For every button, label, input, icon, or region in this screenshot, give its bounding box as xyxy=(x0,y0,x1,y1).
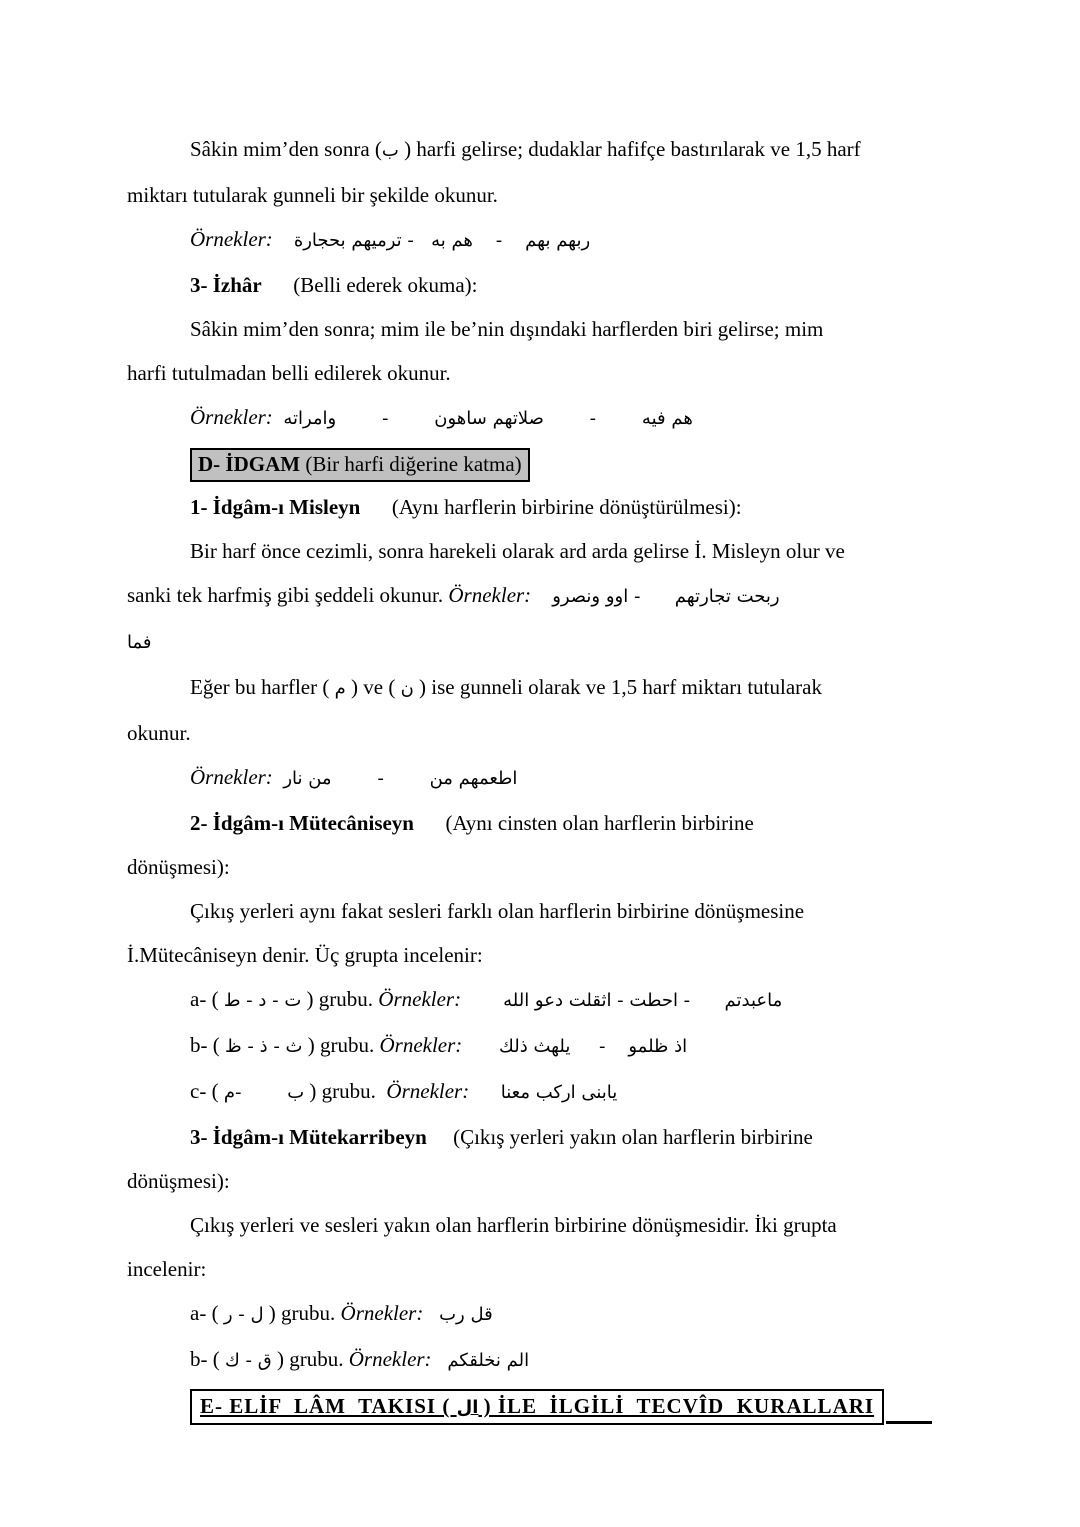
para-mutekarribeyn xyxy=(127,1203,1012,1247)
text-run: c- ( xyxy=(190,1079,224,1103)
examples-line-mim xyxy=(127,217,1012,263)
text-run: dönüşmesi): xyxy=(127,1169,230,1193)
arabic-run: ال xyxy=(456,1397,479,1419)
text-run: ) ve ( xyxy=(345,675,401,699)
para-continuation xyxy=(127,1247,1012,1291)
text-run: Örnekler: xyxy=(386,1079,470,1103)
text-run: a- ( xyxy=(190,987,224,1011)
text-run: Örnekler: xyxy=(190,765,273,789)
arabic-run: ربهم بهم - هم به - ترميهم بحجارة xyxy=(293,230,591,251)
arabic-run: م xyxy=(334,678,346,699)
text-run: ) harfi gelirse; dudaklar hafifçe bastırılarak ve 1,5 harf xyxy=(398,137,861,161)
text-run: (Aynı harflerin birbirine dönüştürülmesi): xyxy=(360,495,742,519)
para-continuation xyxy=(127,351,1012,395)
text-run: ) grubu. xyxy=(302,1033,380,1057)
section-heading-idgam xyxy=(127,441,1012,485)
subheading-mutekarribeyn xyxy=(127,1115,1012,1159)
text-run xyxy=(273,405,284,429)
text-run: a- ( xyxy=(190,1301,224,1325)
text-run: Örnekler: xyxy=(190,227,273,251)
text-run: harfi tutulmadan belli edilerek okunur. xyxy=(127,361,451,385)
text-run: (Çıkış yerleri yakın olan harflerin birbirine xyxy=(426,1125,813,1149)
arabic-run: يابنى اركب معنا xyxy=(500,1082,618,1103)
text-run: D- İDGAM xyxy=(198,452,301,477)
text-run xyxy=(531,583,552,607)
text-run: ) grubu. xyxy=(301,987,379,1011)
subheading-izhar xyxy=(127,263,1012,307)
arabic-run: ت - د - ط xyxy=(223,990,302,1011)
para-mutecaniseyn xyxy=(127,889,1012,933)
text-run: 3- İdgâm-ı Mütekarribeyn xyxy=(190,1125,427,1149)
text-run xyxy=(432,1347,448,1371)
text-run: Örnekler: xyxy=(448,583,532,607)
arabic-run: ربحت تجارتهم - اوو ونصرو xyxy=(552,586,780,607)
subheading-misleyn xyxy=(127,485,1012,529)
text-run: Çıkış yerleri aynı fakat sesleri farklı olan harflerin birbirine dönüşmesine xyxy=(190,899,805,923)
para-continuation xyxy=(127,845,1012,889)
para-izhar xyxy=(127,307,1012,351)
arabic-run: ماعبدتم - احطت - اثقلت دعو الله xyxy=(503,990,783,1011)
list-item-c-bm xyxy=(127,1069,1012,1115)
text-run: Sâkin mim’den sonra; mim ile be’nin dışındaki harflerden biri gelirse; mim xyxy=(190,317,824,341)
para-continuation-examples xyxy=(127,573,1012,619)
para-gunne xyxy=(127,665,1012,711)
text-run: (Aynı cinsten olan harflerin birbirine xyxy=(414,811,754,835)
text-run: incelenir: xyxy=(127,1257,207,1281)
text-run: 3- İzhâr xyxy=(190,273,262,297)
text-run: Örnekler: xyxy=(340,1301,424,1325)
text-run: okunur. xyxy=(127,721,191,745)
arabic-run: اطعمهم من - من نار xyxy=(283,768,518,789)
text-run: Sâkin mim’den sonra ( xyxy=(190,137,382,161)
arabic-run: فما xyxy=(127,632,152,653)
text-run xyxy=(423,1301,439,1325)
arabic-run: الم نخلقكم xyxy=(447,1350,530,1371)
text-run: Örnekler: xyxy=(348,1347,432,1371)
section-heading-elif-lam xyxy=(127,1383,1012,1427)
arabic-run: ث - ذ - ظ xyxy=(225,1036,303,1057)
text-run xyxy=(461,987,503,1011)
text-run xyxy=(273,227,294,251)
arabic-run: هم فيه - صلاتهم ساهون - وامراته xyxy=(283,408,693,429)
text-run: ) ise gunneli olarak ve 1,5 harf miktarı tutularak xyxy=(413,675,822,699)
text-run xyxy=(469,1079,501,1103)
text-run: miktarı tutularak gunneli bir şekilde okunur. xyxy=(127,183,498,207)
list-item-b-kk xyxy=(127,1337,1012,1383)
document-body xyxy=(127,127,1012,1427)
text-run: ) grubu. xyxy=(271,1347,349,1371)
arabic-run: ب xyxy=(381,140,399,161)
text-run: İ.Mütecâniseyn denir. Üç grupta incelenir: xyxy=(127,943,483,967)
para-continuation xyxy=(127,711,1012,755)
para-continuation xyxy=(127,933,1012,977)
heading-box-gray xyxy=(190,448,530,482)
arabic-continuation xyxy=(127,619,1012,665)
text-run: (Bir harfi diğerine katma) xyxy=(300,452,522,477)
text-run: sanki tek harfmiş gibi şeddeli okunur. xyxy=(127,583,449,607)
text-run: Çıkış yerleri ve sesleri yakın olan harflerin birbirine dönüşmesidir. İki grupta xyxy=(190,1213,837,1237)
text-run: Eğer bu harfler ( xyxy=(190,675,335,699)
text-run: ) grubu. xyxy=(304,1079,387,1103)
text-run: 1- İdgâm-ı Misleyn xyxy=(190,495,361,519)
heading-box-outline xyxy=(190,1389,884,1425)
para-continuation xyxy=(127,1159,1012,1203)
text-run: Örnekler: xyxy=(190,405,273,429)
text-run: E- ELİF LÂM TAKISI ( xyxy=(200,1394,457,1419)
text-run: ) İLE İLGİLİ TECVÎD KURALLARI xyxy=(478,1394,875,1419)
arabic-run: ل - ر xyxy=(223,1304,264,1325)
text-run: b- ( xyxy=(190,1033,225,1057)
arabic-run: ب -م xyxy=(223,1082,305,1103)
para-misleyn xyxy=(127,529,1012,573)
text-run xyxy=(462,1033,499,1057)
examples-line-izhar xyxy=(127,395,1012,441)
underline-tail xyxy=(886,1421,932,1424)
text-run: ) grubu. xyxy=(263,1301,341,1325)
arabic-run: اذ ظلمو - يلهث ذلك xyxy=(499,1036,688,1057)
para-mim-idgam-intro xyxy=(127,127,1012,173)
text-run: Örnekler: xyxy=(378,987,462,1011)
arabic-run: ق - ك xyxy=(225,1350,272,1371)
text-run: Örnekler: xyxy=(379,1033,463,1057)
para-continuation xyxy=(127,173,1012,217)
subheading-mutecaniseyn xyxy=(127,801,1012,845)
text-run: (Belli ederek okuma): xyxy=(261,273,478,297)
list-item-b-szz xyxy=(127,1023,1012,1069)
text-run: b- ( xyxy=(190,1347,225,1371)
text-run xyxy=(273,765,284,789)
examples-line-gunne xyxy=(127,755,1012,801)
list-item-a-lr xyxy=(127,1291,1012,1337)
list-item-a-tdt xyxy=(127,977,1012,1023)
text-run: dönüşmesi): xyxy=(127,855,230,879)
arabic-run: ن xyxy=(400,678,414,699)
arabic-run: قل رب xyxy=(439,1304,493,1325)
text-run: 2- İdgâm-ı Mütecâniseyn xyxy=(190,811,414,835)
text-run: Bir harf önce cezimli, sonra harekeli olarak ard arda gelirse İ. Misleyn olur ve xyxy=(190,539,845,563)
